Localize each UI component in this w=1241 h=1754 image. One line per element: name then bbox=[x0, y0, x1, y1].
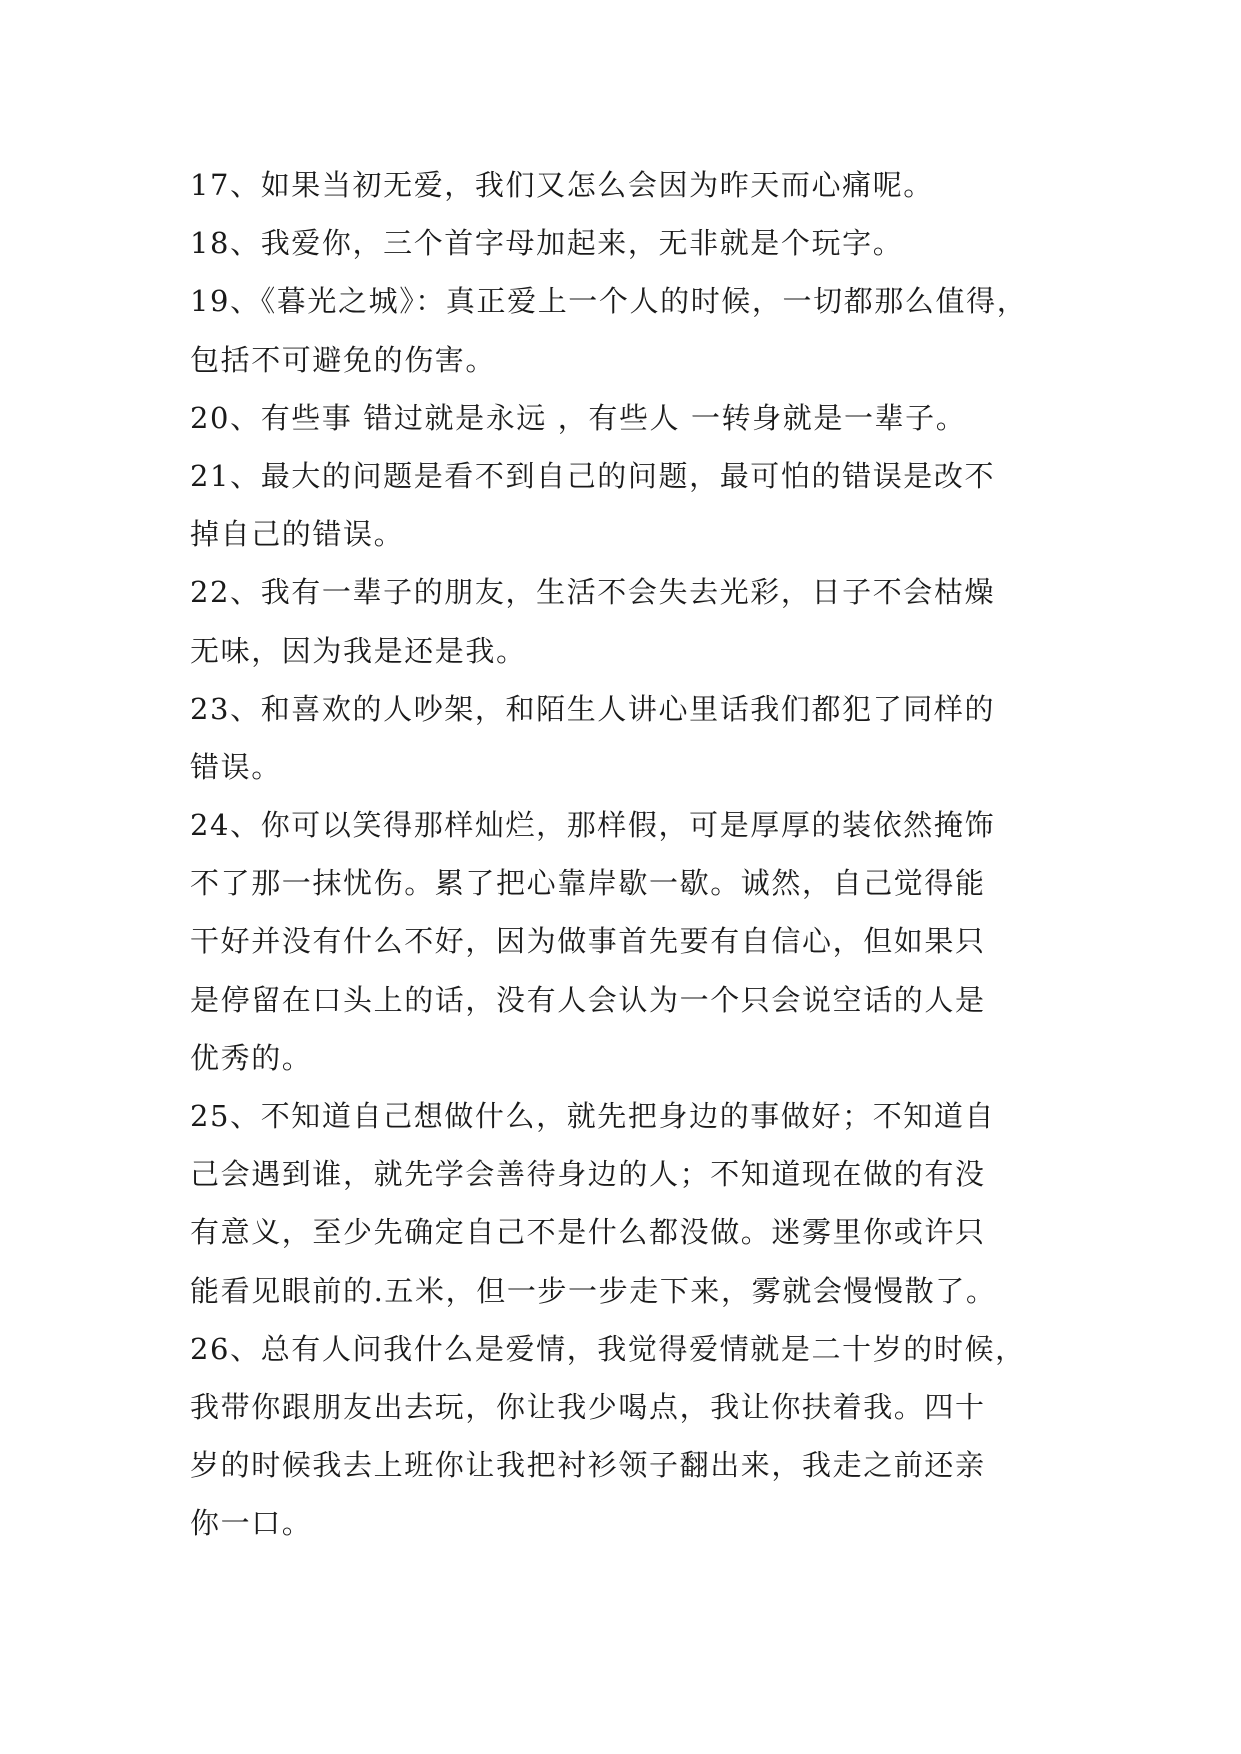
text-line: 不了那一抹忧伤。累了把心靠岸歇一歇。诚然，自己觉得能 bbox=[190, 866, 986, 901]
text-line: 你一口。 bbox=[190, 1506, 313, 1541]
text-line: 22、我有一辈子的朋友，生活不会失去光彩，日子不会枯燥 bbox=[190, 575, 996, 610]
text-line: 岁的时候我去上班你让我把衬衫领子翻出来，我走之前还亲 bbox=[190, 1448, 986, 1483]
text-line: 有意义，至少先确定自己不是什么都没做。迷雾里你或许只 bbox=[190, 1215, 986, 1250]
text-line: 24、你可以笑得那样灿烂，那样假，可是厚厚的装依然掩饰 bbox=[190, 808, 996, 843]
text-line: 包括不可避免的伤害。 bbox=[190, 342, 497, 377]
text-line: 错误。 bbox=[190, 749, 282, 784]
text-line: 无味，因为我是还是我。 bbox=[190, 633, 527, 668]
text-line: 能看见眼前的.五米，但一步一步走下来，雾就会慢慢散了。 bbox=[190, 1273, 997, 1308]
text-line: 17、如果当初无爱，我们又怎么会因为昨天而心痛呢。 bbox=[190, 168, 934, 202]
text-line: 25、不知道自己想做什么，就先把身边的事做好；不知道自 bbox=[190, 1099, 996, 1133]
text-line: 23、和喜欢的人吵架，和陌生人讲心里话我们都犯了同样的 bbox=[190, 691, 996, 726]
document-body bbox=[190, 156, 1060, 1553]
text-line: 18、我爱你，三个首字母加起来，无非就是个玩字。 bbox=[190, 226, 904, 261]
text-line: 19、《暮光之城》：真正爱上一个人的时候，一切都那么值得， bbox=[190, 284, 1028, 319]
text-line: 21、最大的问题是看不到自己的问题，最可怕的错误是改不 bbox=[190, 458, 996, 493]
text-line: 掉自己的错误。 bbox=[190, 517, 405, 552]
text-line: 是停留在口头上的话，没有人会认为一个只会说空话的人是 bbox=[190, 982, 986, 1017]
text-line: 26、总有人问我什么是爱情，我觉得爱情就是二十岁的时候， bbox=[190, 1331, 1026, 1366]
text-line: 干好并没有什么不好，因为做事首先要有自信心，但如果只 bbox=[190, 924, 986, 959]
text-line: 己会遇到谁，就先学会善待身边的人；不知道现在做的有没 bbox=[190, 1157, 986, 1192]
text-line: 我带你跟朋友出去玩，你让我少喝点，我让你扶着我。四十 bbox=[190, 1389, 986, 1424]
text-line: 20、有些事 错过就是永远 ，有些人 一转身就是一辈子。 bbox=[190, 400, 967, 435]
text-line: 优秀的。 bbox=[190, 1040, 313, 1075]
